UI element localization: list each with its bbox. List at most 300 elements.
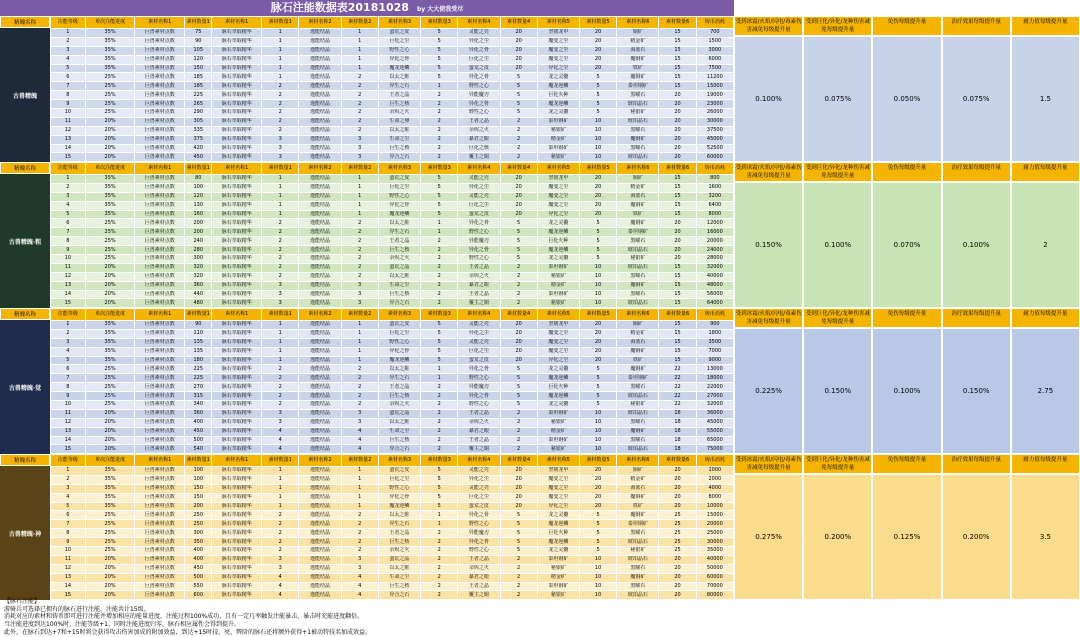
table-cell: 泰坦钢矿 — [617, 82, 659, 91]
table-cell: 26000 — [696, 109, 733, 118]
table-cell: 黑曜石 — [617, 237, 659, 246]
table-cell: 龙之灵髓 — [537, 255, 579, 264]
table-cell: 逸能结晶 — [299, 520, 341, 529]
table-row — [51, 383, 734, 392]
table-cell: 1 — [262, 55, 299, 64]
column-header: 素材数量3 — [421, 17, 458, 29]
table-row — [51, 82, 734, 91]
bonus-header: 免伤每级提升量 — [872, 162, 941, 182]
column-header: 素材名称1 — [135, 309, 185, 321]
table-row — [51, 299, 734, 308]
table-cell: 2 — [262, 374, 299, 383]
table-cell: 2 — [341, 219, 378, 228]
table-cell: 440 — [185, 290, 212, 299]
table-cell: 5 — [500, 109, 537, 118]
table-cell: 25% — [85, 520, 135, 529]
table-cell: 20 — [659, 564, 696, 573]
table-cell: 600 — [185, 591, 212, 600]
table-cell: 异合之石 — [378, 153, 420, 162]
table-cell: 6000 — [696, 55, 733, 64]
table-cell: 琥珀晶石 — [617, 392, 659, 401]
table-cell: 30000 — [696, 538, 733, 547]
table-cell: 魔龙逆鳞 — [537, 538, 579, 547]
table-cell: 5 — [421, 475, 458, 484]
table-cell: 巨兽素材点数 — [135, 484, 185, 493]
table-cell: 225 — [185, 374, 212, 383]
table-cell: 魔变之尘 — [537, 475, 579, 484]
table-cell: 35% — [85, 329, 135, 338]
table-cell: 2 — [262, 272, 299, 281]
table-cell: 脉石萃取精华 — [212, 383, 262, 392]
table-cell: 逸能结晶 — [299, 201, 341, 210]
table-cell: 巨兽素材点数 — [135, 409, 185, 418]
table-cell: 1 — [341, 37, 378, 46]
table-cell: 琥珀晶石 — [617, 153, 659, 162]
column-header: 素材数量6 — [659, 163, 696, 175]
table-cell: 19000 — [696, 91, 733, 100]
table-cell: 3 — [341, 564, 378, 573]
table-cell: 逸能结晶 — [299, 126, 341, 135]
gear-header: 精魄名称 — [0, 162, 50, 174]
bonus-header: 免伤每级提升量 — [872, 308, 941, 328]
table-cell: 灵能之壳 — [458, 467, 500, 476]
table-cell: 异化之尘 — [458, 37, 500, 46]
table-cell: 脉石萃取精华 — [212, 401, 262, 410]
table-cell: 1 — [341, 329, 378, 338]
table-cell: 脉石萃取精华 — [212, 281, 262, 290]
table-cell: 逸能结晶 — [299, 338, 341, 347]
table-cell: 逸能结晶 — [299, 91, 341, 100]
table-row — [51, 29, 734, 38]
table-row — [51, 153, 734, 162]
table-cell: 3 — [262, 144, 299, 153]
table-cell: 20 — [659, 144, 696, 153]
table-cell: 1 — [341, 475, 378, 484]
table-cell: 4 — [341, 427, 378, 436]
table-cell: 20 — [500, 502, 537, 511]
table-cell: 逸能结晶 — [299, 475, 341, 484]
bonus-header: 受到巨化/异化/龙种伤害减免每级提升量 — [803, 308, 872, 328]
table-cell: 泰坦钢矿 — [617, 520, 659, 529]
table-cell: 逸能结晶 — [299, 64, 341, 73]
table-cell: 余烬之火 — [458, 272, 500, 281]
table-cell: 余烬之火 — [378, 255, 420, 264]
column-header: 素材名称1 — [135, 163, 185, 175]
bonus-value: 0.200% — [803, 474, 872, 600]
table-cell: 秘银矿 — [537, 418, 579, 427]
table-cell: 20% — [85, 555, 135, 564]
table-cell: 2 — [341, 109, 378, 118]
table-cell: 王者之晶 — [458, 409, 500, 418]
table-cell: 黑曜石 — [617, 383, 659, 392]
table-row — [51, 117, 734, 126]
table-cell: 20 — [659, 117, 696, 126]
bonus-header: 治疗效果每级提升量 — [942, 162, 1011, 182]
table-cell: 逸能结晶 — [299, 175, 341, 184]
table-cell: 5 — [579, 219, 616, 228]
table-cell: 25% — [85, 383, 135, 392]
table-cell: 泰坦钢矿 — [537, 436, 579, 445]
table-cell: 巨兽素材点数 — [135, 529, 185, 538]
table-cell: 逸能结晶 — [299, 117, 341, 126]
table-cell: 巨生之核 — [378, 436, 420, 445]
table-cell: 90 — [185, 37, 212, 46]
table-cell: 12000 — [696, 219, 733, 228]
table-cell: 脉石萃取精华 — [212, 290, 262, 299]
table-cell: 泰坦钢矿 — [537, 290, 579, 299]
table-cell: 15 — [659, 272, 696, 281]
table-cell: 魔龙逆鳞 — [378, 210, 420, 219]
table-cell: 2 — [341, 82, 378, 91]
table-cell: 20 — [579, 356, 616, 365]
table-cell: 20 — [579, 183, 616, 192]
table-cell: 2 — [421, 299, 458, 308]
table-cell: 1 — [341, 467, 378, 476]
table-cell: 2 — [341, 246, 378, 255]
table-cell: 1800 — [696, 329, 733, 338]
table-cell: 1500 — [696, 37, 733, 46]
table-cell: 异化之骨 — [458, 46, 500, 55]
table-cell: 王者之晶 — [458, 263, 500, 272]
table-cell: 15 — [659, 183, 696, 192]
bonus-header: 受到冰霜/火焰/闪电/毒素伤害减免每级提升量 — [734, 16, 803, 36]
table-cell: 巨兽素材点数 — [135, 356, 185, 365]
table-cell: 巨化火种 — [537, 383, 579, 392]
table-cell: 暴君之眼 — [458, 427, 500, 436]
table-cell: 2 — [500, 427, 537, 436]
table-cell: 2 — [341, 263, 378, 272]
table-row — [51, 365, 734, 374]
table-cell: 12 — [51, 272, 86, 281]
table-cell: 异生之石 — [378, 82, 420, 91]
bonus-value: 0.100% — [872, 328, 941, 454]
table-cell: 10 — [579, 281, 616, 290]
table-cell: 脉石萃取精华 — [212, 321, 262, 330]
table-cell: 11200 — [696, 73, 733, 82]
table-row — [51, 263, 734, 272]
table-row — [51, 290, 734, 299]
table-cell: 4 — [262, 582, 299, 591]
table-cell: 琥珀晶石 — [617, 246, 659, 255]
table-cell: 海蓝石 — [617, 46, 659, 55]
table-cell: 1 — [262, 64, 299, 73]
table-row — [51, 109, 734, 118]
table-cell: 7 — [51, 228, 86, 237]
table-cell: 130 — [185, 201, 212, 210]
table-cell: 2 — [421, 538, 458, 547]
table-cell: 脉石萃取精华 — [212, 573, 262, 582]
table-cell: 巨兽素材点数 — [135, 392, 185, 401]
table-cell: 15 — [51, 299, 86, 308]
table-cell: 10 — [51, 255, 86, 264]
table-cell: 逸能结晶 — [299, 246, 341, 255]
table-cell: 20 — [500, 46, 537, 55]
table-cell: 60000 — [696, 153, 733, 162]
table-cell: 逸能结晶 — [299, 329, 341, 338]
table-cell: 22 — [659, 401, 696, 410]
table-cell: 异化之骨 — [458, 511, 500, 520]
table-cell: 逸能结晶 — [299, 511, 341, 520]
table-cell: 20 — [500, 201, 537, 210]
table-cell: 精金矿 — [617, 183, 659, 192]
table-cell: 20 — [659, 246, 696, 255]
table-cell: 20 — [500, 329, 537, 338]
table-cell: 逸能结晶 — [299, 564, 341, 573]
table-cell: 野性之心 — [378, 192, 420, 201]
table-cell: 15000 — [696, 511, 733, 520]
table-cell: 3 — [262, 135, 299, 144]
table-cell: 2 — [421, 573, 458, 582]
table-cell: 15 — [659, 329, 696, 338]
bonus-value: 0.070% — [872, 182, 941, 308]
table-cell: 魔龙逆鳞 — [537, 392, 579, 401]
table-cell: 2 — [421, 237, 458, 246]
column-header: 素材数量1 — [185, 455, 212, 467]
table-cell: 余烬之火 — [458, 126, 500, 135]
table-cell: 185 — [185, 73, 212, 82]
table-row — [51, 219, 734, 228]
table-cell: 逸能结晶 — [299, 183, 341, 192]
table-cell: 以太之脏 — [378, 272, 420, 281]
table-cell: 异能魔刃 — [458, 237, 500, 246]
table-cell: 15 — [659, 321, 696, 330]
table-row — [51, 520, 734, 529]
table-cell: 2 — [421, 246, 458, 255]
table-cell: 黑曜石 — [617, 436, 659, 445]
table-cell: 逸能结晶 — [299, 547, 341, 556]
table-cell: 20 — [659, 109, 696, 118]
table-cell: 蛮荒之晶 — [378, 555, 420, 564]
table-cell: 异生之石 — [378, 520, 420, 529]
table-cell: 异能魔刃 — [458, 529, 500, 538]
table-cell: 135 — [185, 347, 212, 356]
table-cell: 逸能结晶 — [299, 427, 341, 436]
bonus-value: 2.75 — [1011, 328, 1080, 454]
table-cell: 13 — [51, 573, 86, 582]
table-cell: 野性之心 — [458, 374, 500, 383]
column-header: 素材数量3 — [421, 309, 458, 321]
table-cell: 3500 — [696, 338, 733, 347]
table-cell: 精金矿 — [537, 135, 579, 144]
table-cell: 巨兽素材点数 — [135, 272, 185, 281]
table-cell: 巨兽素材点数 — [135, 55, 185, 64]
table-cell: 魔龙逆鳞 — [537, 520, 579, 529]
table-cell: 20 — [579, 46, 616, 55]
column-header: 素材数量3 — [421, 163, 458, 175]
table-cell: 1 — [341, 484, 378, 493]
table-cell: 20% — [85, 418, 135, 427]
table-cell: 脉石萃取精华 — [212, 555, 262, 564]
table-cell: 45000 — [696, 418, 733, 427]
table-cell: 巨生之核 — [378, 100, 420, 109]
table-cell: 以太之脏 — [378, 365, 420, 374]
table-cell: 巨兽素材点数 — [135, 418, 185, 427]
table-cell: 铁矿 — [617, 210, 659, 219]
table-cell: 15 — [659, 37, 696, 46]
table-cell: 1 — [262, 192, 299, 201]
table-cell: 脉石萃取精华 — [212, 255, 262, 264]
table-row — [51, 401, 734, 410]
table-cell: 9 — [51, 100, 86, 109]
table-cell: 铁矿 — [617, 64, 659, 73]
table-cell: 灵能之壳 — [458, 484, 500, 493]
table-cell: 100 — [185, 467, 212, 476]
table-cell: 8000 — [696, 210, 733, 219]
table-cell: 脉石萃取精华 — [212, 436, 262, 445]
table-cell: 105 — [185, 46, 212, 55]
bonus-header: 受到巨化/异化/龙种伤害减免每级提升量 — [803, 162, 872, 182]
table-cell: 3 — [341, 135, 378, 144]
table-cell: 以太之脏 — [378, 219, 420, 228]
table-cell: 20 — [659, 126, 696, 135]
table-cell: 10 — [579, 153, 616, 162]
table-cell: 巨兽素材点数 — [135, 564, 185, 573]
table-cell: 巨兽素材点数 — [135, 467, 185, 476]
table-cell: 2 — [421, 392, 458, 401]
table-cell: 魔钢矿 — [617, 201, 659, 210]
table-row — [51, 183, 734, 192]
table-cell: 20% — [85, 436, 135, 445]
table-cell: 精金矿 — [537, 281, 579, 290]
column-header: 注能等级 — [51, 455, 86, 467]
table-row — [51, 564, 734, 573]
table-cell: 25% — [85, 374, 135, 383]
table-cell: 375 — [185, 135, 212, 144]
table-cell: 14 — [51, 144, 86, 153]
table-cell: 160 — [185, 210, 212, 219]
table-cell: 70000 — [696, 582, 733, 591]
table-cell: 35% — [85, 210, 135, 219]
table-cell: 37500 — [696, 126, 733, 135]
table-cell: 7 — [51, 374, 86, 383]
table-cell: 巨兽素材点数 — [135, 502, 185, 511]
table-cell: 2 — [341, 228, 378, 237]
table-cell: 23000 — [696, 100, 733, 109]
table-cell: 20 — [659, 228, 696, 237]
table-cell: 异化之骨 — [458, 100, 500, 109]
table-cell: 异化之骨 — [458, 246, 500, 255]
table-cell: 5 — [421, 467, 458, 476]
table-cell: 灵能之壳 — [458, 175, 500, 184]
table-cell: 铜矿 — [617, 467, 659, 476]
table-cell: 18 — [659, 418, 696, 427]
table-cell: 15 — [659, 192, 696, 201]
table-cell: 11 — [51, 263, 86, 272]
table-cell: 20 — [579, 55, 616, 64]
table-row — [51, 175, 734, 184]
table-cell: 5 — [421, 210, 458, 219]
bonus-header: 治疗效果每级提升量 — [942, 454, 1011, 474]
table-cell: 脉石萃取精华 — [212, 409, 262, 418]
table-cell: 泰坦钢矿 — [617, 228, 659, 237]
table-cell: 20 — [659, 582, 696, 591]
table-cell: 25% — [85, 228, 135, 237]
table-cell: 异化之骨 — [378, 55, 420, 64]
table-cell: 9000 — [696, 356, 733, 365]
gear-header: 精魄名称 — [0, 454, 50, 466]
table-cell: 7500 — [696, 64, 733, 73]
table-cell: 脉石萃取精华 — [212, 392, 262, 401]
table-cell: 20 — [659, 135, 696, 144]
table-cell: 黑曜石 — [617, 126, 659, 135]
table-cell: 20 — [659, 237, 696, 246]
table-cell: 脉石萃取精华 — [212, 582, 262, 591]
table-row — [51, 493, 734, 502]
table-cell: 魔变之尘 — [537, 201, 579, 210]
table-cell: 320 — [185, 263, 212, 272]
table-cell: 脉石萃取精华 — [212, 82, 262, 91]
table-cell: 秘银矿 — [617, 401, 659, 410]
table-row — [51, 427, 734, 436]
table-cell: 王者之晶 — [378, 383, 420, 392]
table-cell: 15 — [659, 175, 696, 184]
table-cell: 200 — [185, 228, 212, 237]
bonus-value: 0.100% — [803, 182, 872, 308]
table-cell: 20 — [659, 100, 696, 109]
table-cell: 巨兽素材点数 — [135, 538, 185, 547]
table-cell: 35% — [85, 64, 135, 73]
table-cell: 逸能结晶 — [299, 46, 341, 55]
table-cell: 脉石萃取精华 — [212, 547, 262, 556]
table-cell: 秘银矿 — [537, 591, 579, 600]
table-cell: 5 — [500, 82, 537, 91]
table-cell: 1 — [262, 321, 299, 330]
table-cell: 琥珀晶石 — [617, 538, 659, 547]
bonus-value: 0.075% — [942, 36, 1011, 162]
bonus-header: 耐力值每级提升量 — [1011, 162, 1080, 182]
table-cell: 5 — [500, 511, 537, 520]
table-cell: 20 — [579, 329, 616, 338]
table-cell: 20 — [500, 338, 537, 347]
table-cell: 2 — [421, 591, 458, 600]
table-cell: 巨生之核 — [378, 290, 420, 299]
table-cell: 2 — [262, 538, 299, 547]
table-row — [51, 237, 734, 246]
table-cell: 异化之骨 — [378, 201, 420, 210]
column-header: 素材名称2 — [299, 17, 341, 29]
table-row — [51, 582, 734, 591]
table-cell: 逸能结晶 — [299, 493, 341, 502]
table-cell: 脉石萃取精华 — [212, 502, 262, 511]
table-cell: 25 — [659, 547, 696, 556]
bonus-panel — [734, 162, 1080, 308]
table-cell: 逸能结晶 — [299, 555, 341, 564]
table-cell: 逸能结晶 — [299, 135, 341, 144]
table-row — [51, 144, 734, 153]
table-cell: 灵能之壳 — [458, 338, 500, 347]
table-cell: 20% — [85, 299, 135, 308]
column-header: 素材名称1 — [212, 309, 262, 321]
column-header: 素材数量1 — [185, 17, 212, 29]
table-cell: 200 — [185, 502, 212, 511]
table-cell: 巨兽素材点数 — [135, 555, 185, 564]
table-cell: 铁矿 — [617, 356, 659, 365]
table-cell: 36000 — [696, 409, 733, 418]
table-cell: 8 — [51, 91, 86, 100]
table-cell: 异化之骨 — [378, 347, 420, 356]
table-row — [51, 338, 734, 347]
table-cell: 20% — [85, 591, 135, 600]
table-cell: 20% — [85, 263, 135, 272]
table-cell: 余烬之火 — [458, 418, 500, 427]
table-row — [51, 228, 734, 237]
table-cell: 20 — [579, 37, 616, 46]
table-cell: 2 — [500, 555, 537, 564]
table-cell: 4 — [262, 436, 299, 445]
table-cell: 巨兽素材点数 — [135, 144, 185, 153]
table-cell: 2 — [262, 219, 299, 228]
table-cell: 逸能结晶 — [299, 192, 341, 201]
